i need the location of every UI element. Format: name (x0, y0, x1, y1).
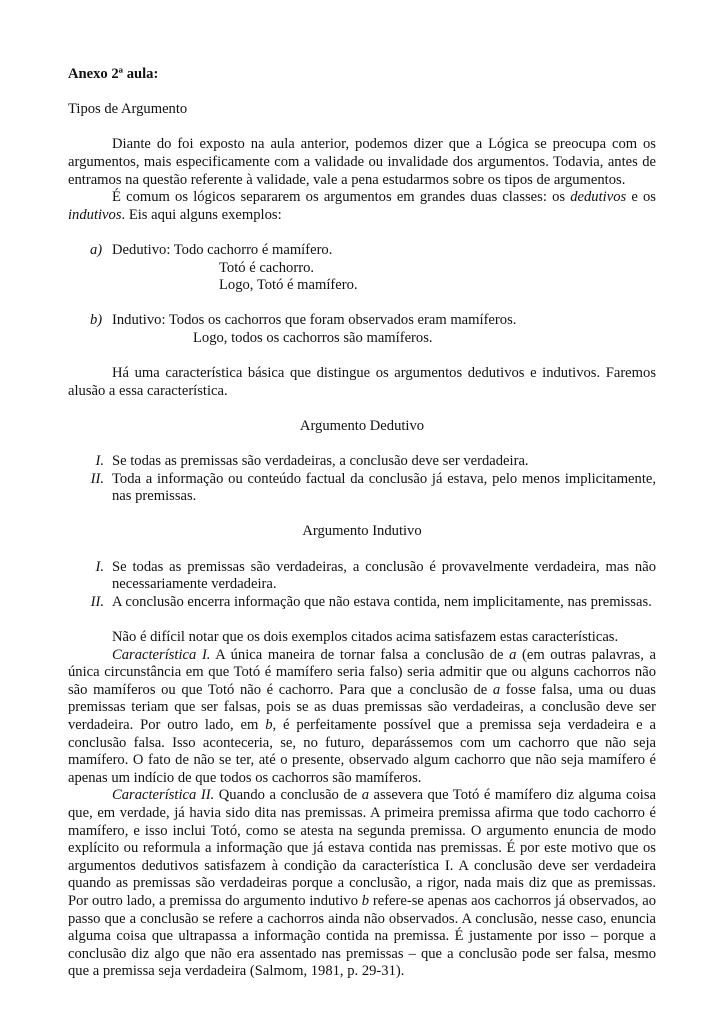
deductive-title: Argumento Dedutivo (299, 417, 425, 434)
inductive-title: Argumento Indutivo (302, 523, 422, 540)
example-line: Indutivo: Todos os cachorros que foram observados eram mamíferos. (112, 312, 517, 329)
example-line: Logo, Totó é mamífero. (219, 277, 358, 294)
annex-heading: Anexo 2ª aula: (68, 66, 159, 82)
inductive-item: I. Se todas as premissas são verdadeiras, a conclusão é provavelmente verdadeira, mas não necessariamente verdadeira. (95, 558, 656, 593)
deductive-item: I. Se todas as premissas são verdadeiras, a conclusão deve ser verdadeira. (95, 453, 529, 470)
characteristic-2-paragraph: Característica II. Quando a conclusão de a assevera que Totó é mamífero diz alguma coisa que, em verdade, já havia sido dita nas premissas. A primeira premissa afirma que todo cachorro é mamífero, e isso inclui Totó, como se atesta na segunda premissa. O argumento enuncia de modo explícito ou reformula a informação que já estava contida nas premissas. É por este motivo que os argumentos dedutivos satisfazem à condição da característica I. A conclusão deve ser verdadeira quando as premissas são verdadeiras porque a conclusão, a rigor, nada mais diz que as premissas. Por outro lado, a premissa do argumento indutivo b refere-se apenas aos cachorros já observados, ao passo que a conclusão se refere a cachorros ainda não observados. A conclusão, nesse caso, enuncia alguma coisa que ultrapassa a informação contida na premissa. É justamente por isso – porque a conclusão diz algo que não era assentado nas premissas – que a conclusão pode ser falsa, mesmo que a premissa seja verdadeira (Salmom, 1981, p. 29-31). (68, 787, 657, 980)
section-title: Tipos de Argumento (68, 101, 188, 118)
example-marker: b) (90, 312, 103, 329)
characteristic-1-paragraph: Característica I. A única maneira de tornar falsa a conclusão de a (em outras palavras, a única circunstância em que Totó é mamífero seria falso) seria admitir que ou alguns cachorros não são mamíferos ou que Totó não é cachorro. Para que a conclusão de a fosse falsa, uma ou duas premissas teriam que ser falsas, pois se as duas premissas são verdadeiras, a conclusão deve ser verdadeira. Por outro lado, em b, é perfeitamente possível que a premissa seja verdadeira e a conclusão falsa. Isso aconteceria, se, no futuro, deparássemos com um cachorro que não seja mamífero. O fato de não se ter, até o presente, observado algum cachorro que não seja mamífero é apenas um indício de que todos os cachorros são mamíferos. (68, 646, 656, 786)
intro-paragraph-2: É comum os lógicos separarem os argumentos em grandes duas classes: os dedutivos e os indutivos. Eis aqui alguns exemplos: (68, 189, 656, 223)
example-line: Logo, todos os cachorros são mamíferos. (193, 329, 433, 346)
deductive-item: II. Toda a informação ou conteúdo factual da conclusão já estava, pelo menos implicitamente, nas premissas. (90, 470, 656, 505)
bridge-paragraph: Há uma característica básica que distingue os argumentos dedutivos e indutivos. Faremos alusão a essa característica. (68, 365, 656, 399)
example-marker: a) (90, 241, 103, 258)
discussion-paragraph: Não é difícil notar que os dois exemplos citados acima satisfazem estas características. (112, 629, 619, 645)
example-inductive (68, 312, 656, 347)
document-page (68, 66, 656, 981)
example-deductive (68, 242, 656, 295)
inductive-item: II. A conclusão encerra informação que não estava contida, nem implicitamente, nas premissas. (90, 593, 652, 610)
example-line: Totó é cachorro. (219, 259, 315, 276)
example-line: Dedutivo: Todo cachorro é mamífero. (112, 241, 333, 258)
intro-paragraph-1: Diante do foi exposto na aula anterior, podemos dizer que a Lógica se preocupa com os argumentos, mais especificamente com a validade ou invalidade dos argumentos. Todavia, antes de entramos na questão referente à validade, vale a pena estudarmos sobre os tipos de argumentos. (68, 136, 656, 188)
